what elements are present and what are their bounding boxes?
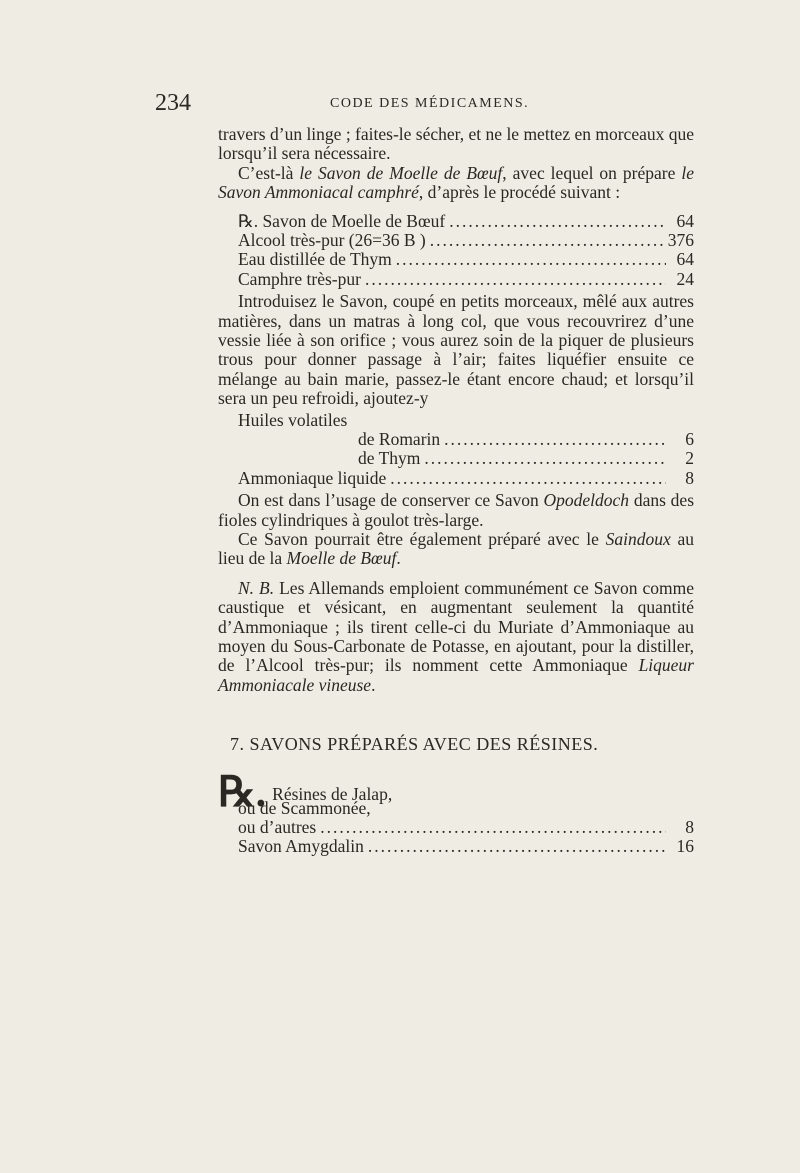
p5-text-a: Ce Savon pourrait être également préparé avec le [238,529,606,549]
recipe-resin-soaps [218,769,694,857]
ingredient-name: de Thym [358,448,421,469]
ingredient-quantity: 64 [676,210,694,231]
p2-text-c: , avec lequel on prépare [502,162,682,183]
ingredient-name: Eau distillée de Thym [238,249,392,270]
ingredient-quantity: 16 [676,836,694,857]
p5-text-c: au lieu de la [218,529,694,569]
p5-italic-b: Saindoux [605,529,671,549]
recipe-subheading [218,411,694,430]
nb-italic-c: Liqueur Ammoniacale vineuse [218,655,694,695]
recipe-line [218,212,694,231]
ingredient-name: ℞. Savon de Moelle de Bœuf [238,210,446,231]
leader-dots [444,430,666,449]
paragraph-5 [218,530,694,569]
nb-text-b: Les Allemands emploient communément ce Savon comme caustique et vésicant, en augmentant seulement la quantité d’Ammoniaque ; ils tirent celle-ci du Muriate d’Ammoniaque au moyen du Sous-Carbonate de Potasse, en ajoutant, pour la distiller, de l’Alcool très-pur; ils nomment cette Ammoniaque [218,577,694,676]
paragraph-2 [218,164,694,203]
ingredient-name: Camphre très-pur [238,268,361,289]
p4-text-a: On est dans l’usage de conserver ce Savon [238,490,544,511]
recipe-line [218,837,694,856]
paragraph-1: travers d’un linge ; faites-le sécher, et ne le mettez en morceaux que lorsqu’il sera nécessaire. [218,124,694,164]
p2-text-a: C’est-là [238,162,300,183]
p4-text-c: dans des fioles cylindriques à goulot très-large. [218,490,695,530]
page-number: 234 [155,90,191,116]
p2-text-e: , d’après le procédé suivant : [418,182,621,203]
leader-dots [424,449,666,468]
ingredient-name: de Romarin [358,429,441,450]
nb-label: N. B. [238,577,275,598]
paragraph-3: Introduisez le Savon, coupé en petits morceaux, mêlé aux autres matières, dans un matras à long col, que vous recouvrirez d’une vessie liée à son orifice ; vous aurez soin de la piquer de plusieurs trous pour donner passage à l’air; faites liquéfier ensuite ce mélange au bain marie, passez-le étant encore chaud; et lorsqu’il sera un peu refroidi, ajoutez-y [218,291,694,409]
recipe-line [218,250,694,269]
ingredient-quantity: 8 [685,817,694,838]
ingredient-quantity: 6 [685,429,694,450]
leader-dots [368,837,666,856]
leader-dots [430,231,664,250]
paragraph-nb [218,579,694,695]
leader-dots [396,250,666,269]
p5-italic-d: Moelle de Bœuf [286,548,397,569]
recipe-line [218,231,694,250]
leader-dots [449,212,666,231]
paragraph-4 [218,491,694,530]
leader-dots [390,469,666,488]
running-title: CODE DES MÉDICAMENS. [330,96,530,111]
ingredient-name: Alcool très-pur (26=36 B ) [238,230,426,251]
ingredient-name: Savon Amygdalin [238,836,364,857]
recipe-line [218,818,694,837]
page-body [218,125,694,860]
recipe-line [218,469,694,488]
ingredient-quantity: 64 [676,249,694,270]
recipe-line [218,449,694,468]
subheading-text: Huiles volatiles [238,409,348,430]
ingredient-quantity: 2 [685,448,694,469]
leader-dots [365,270,666,289]
p2-italic-d: le Savon Ammoniacal camphré [218,162,694,203]
recipe-volatile-oils [218,411,694,489]
ingredient-name: ou d’autres [238,817,317,838]
resin-line-1: Résines de Jalap, [272,783,393,804]
ingredient-quantity: 376 [667,230,694,251]
ingredient-name: Ammoniaque liquide [238,467,387,488]
recipe-line [218,430,694,449]
recipe-ammoniacal-soap [218,212,694,290]
recipe-line [218,270,694,289]
ingredient-quantity: 8 [685,467,694,488]
p2-italic-b: le Savon de Moelle de Bœuf [299,162,503,183]
resin-line-2: ou de Scammonée, [238,797,371,818]
section-heading: 7. SAVONS PRÉPARÉS AVEC DES RÉSINES. [230,734,599,755]
recipe-line [218,799,694,818]
recipe-symbol: ℞. [218,769,267,816]
nb-text-d: . [371,674,376,695]
p5-text-e: . [396,548,401,569]
ingredient-quantity: 24 [676,268,694,289]
p4-italic-b: Opodeldoch [543,490,630,511]
leader-dots [320,818,666,837]
page-header [155,90,700,120]
